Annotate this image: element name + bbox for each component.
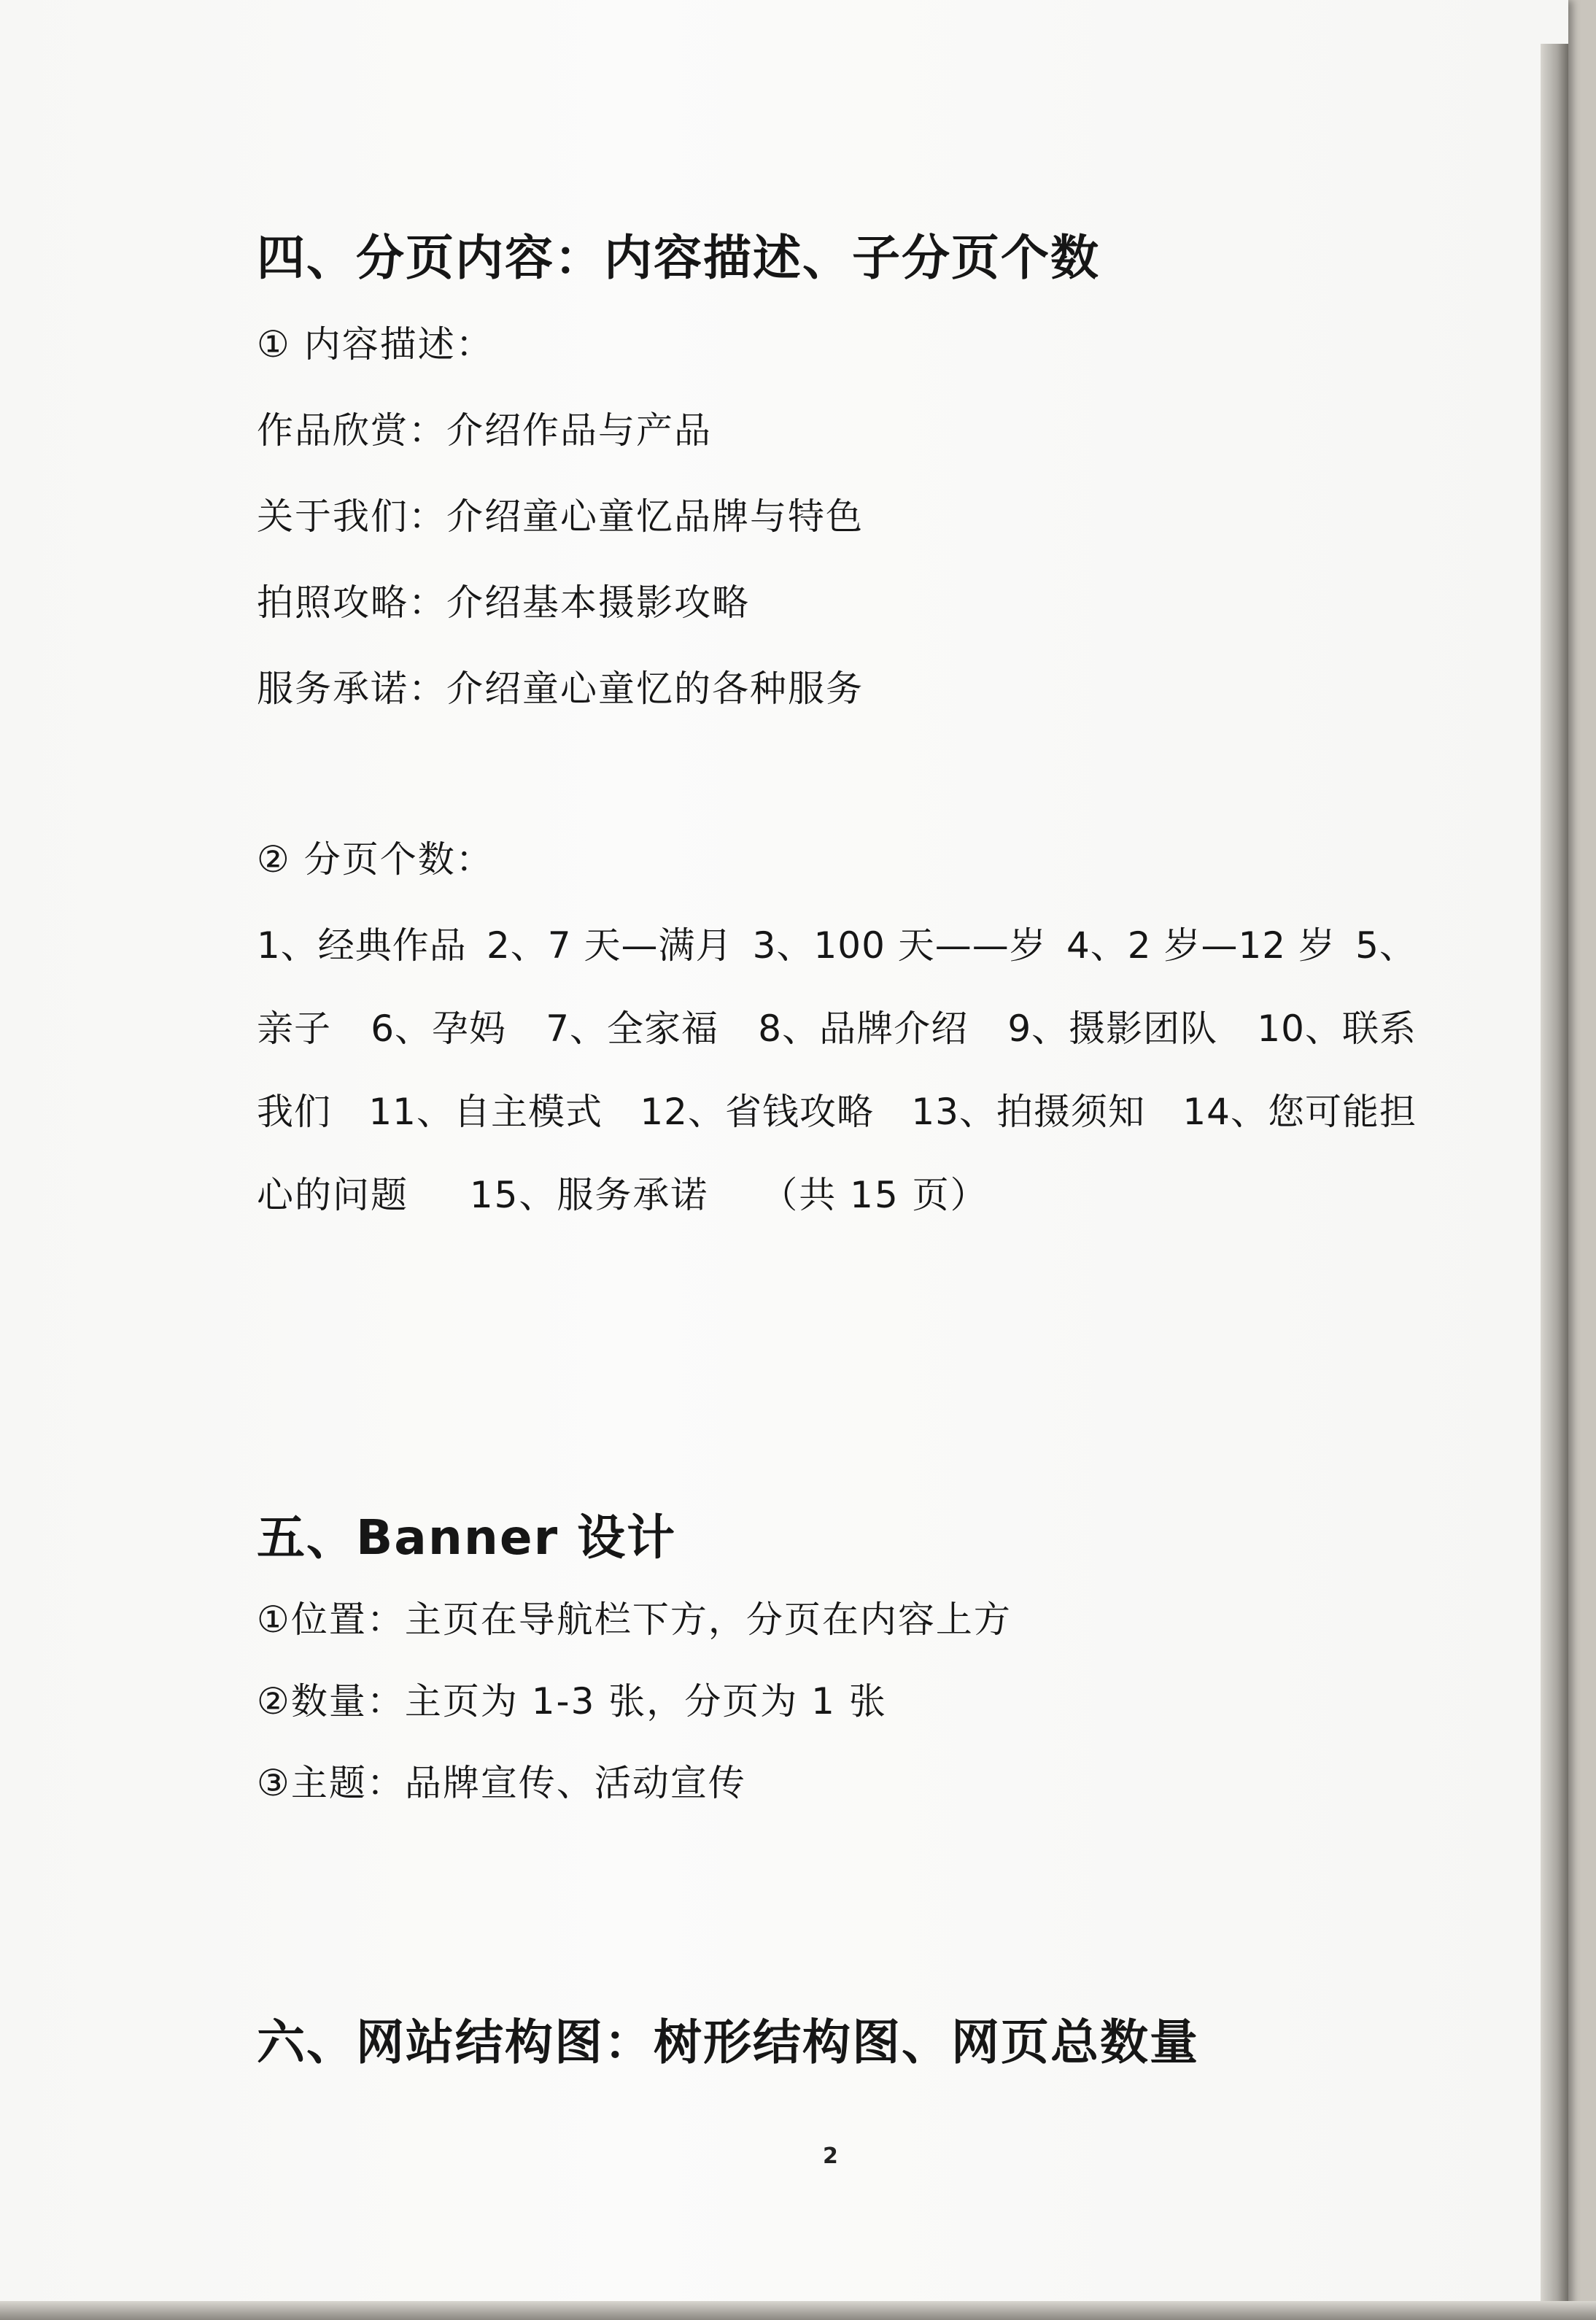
page-count-entry: 4、2 岁—12 岁: [1066, 924, 1336, 967]
page-count-line: [257, 1083, 1417, 1135]
description-item: 关于我们：介绍童心童忆品牌与特色: [257, 495, 864, 538]
section-4-heading: 四、分页内容：内容描述、子分页个数: [257, 230, 1100, 286]
banner-item-position: ①位置：主页在导航栏下方，分页在内容上方: [257, 1598, 1012, 1641]
page-count-total: （共 15 页）: [761, 1174, 988, 1216]
page-count-entry: 10、联系: [1257, 1008, 1417, 1050]
banner-item-quantity: ②数量：主页为 1-3 张，分页为 1 张: [257, 1680, 887, 1722]
page-count-entry: 1、经典作品: [257, 924, 467, 967]
page-bottom-shadow: [0, 2301, 1596, 2320]
page-count-line: [257, 1166, 988, 1218]
page-count-entry: 15、服务承诺: [469, 1174, 709, 1216]
page-number: 2: [823, 2143, 838, 2169]
page-count-entry: 5、: [1355, 924, 1417, 967]
page-count-entry: 亲子: [257, 1008, 331, 1050]
description-item: 拍照攻略：介绍基本摄影攻略: [257, 581, 750, 624]
page-count-entry: 7、全家福: [546, 1008, 719, 1050]
page-count-entry: 2、7 天—满月: [486, 924, 733, 967]
page-count-entry: 心的问题: [257, 1174, 408, 1216]
page-count-entry: 6、孕妈: [371, 1008, 507, 1050]
page-count-entry: 12、省钱攻略: [640, 1091, 874, 1133]
description-item: 服务承诺：介绍童心童忆的各种服务: [257, 668, 864, 710]
page-count-entry: 13、拍摄须知: [911, 1091, 1145, 1133]
page-count-entry: 14、您可能担: [1182, 1091, 1417, 1133]
section-6-heading: 六、网站结构图：树形结构图、网页总数量: [257, 2014, 1199, 2070]
page-edge: [1541, 44, 1568, 2320]
page-count-entry: 8、品牌介绍: [758, 1008, 969, 1050]
page-count-entry: 9、摄影团队: [1007, 1008, 1218, 1050]
page-count-title: ② 分页个数：: [257, 838, 494, 881]
banner-item-theme: ③主题：品牌宣传、活动宣传: [257, 1762, 746, 1804]
page-count-entry: 我们: [257, 1091, 331, 1133]
description-item: 作品欣赏：介绍作品与产品: [257, 409, 712, 452]
section-5-heading: 五、Banner 设计: [257, 1509, 677, 1566]
page-count-entry: 11、自主模式: [368, 1091, 603, 1133]
content-description-title: ① 内容描述：: [257, 323, 494, 366]
page-count-line: [257, 999, 1417, 1052]
page-count-entry: 3、100 天——岁: [752, 924, 1047, 967]
page-count-line: [257, 916, 1417, 969]
